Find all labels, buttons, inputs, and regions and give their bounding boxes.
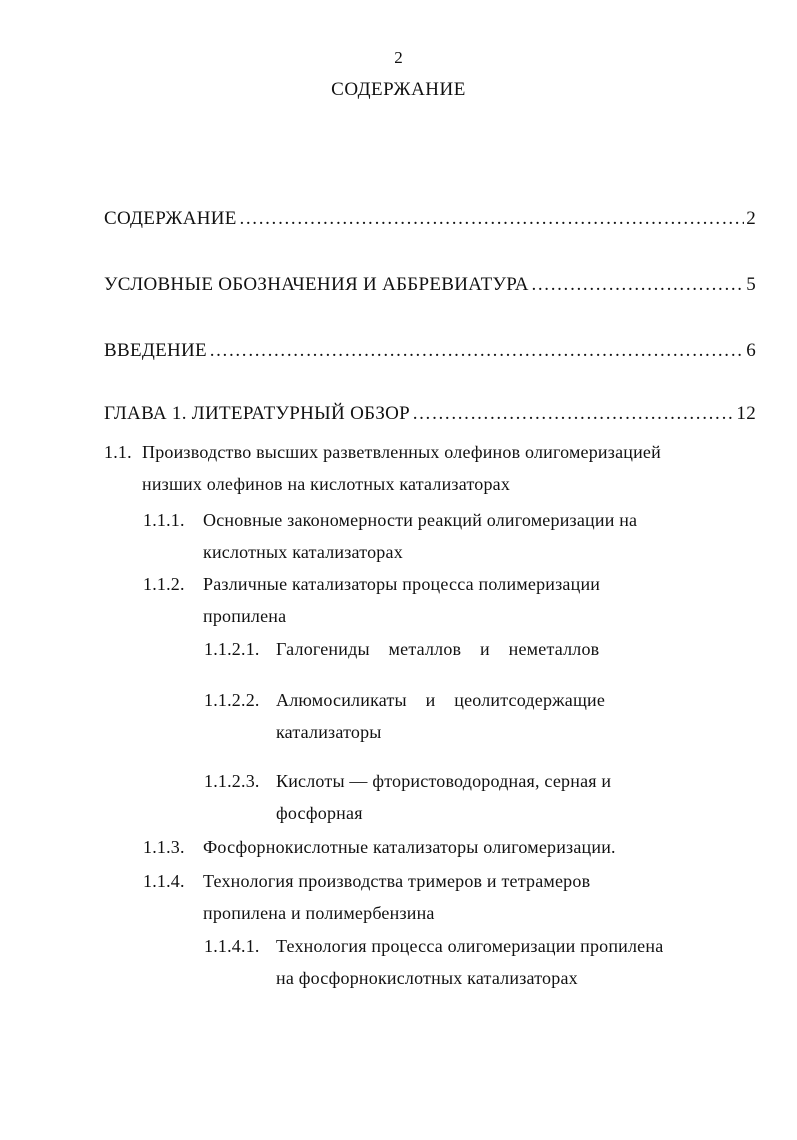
dot-leader (209, 340, 744, 362)
section-title-continued: пропилена и полимербензина (203, 903, 435, 923)
toc-entry-page: 12 (736, 403, 756, 424)
toc-entry-contents[interactable] (104, 208, 756, 230)
toc-entry-label: УСЛОВНЫЕ ОБОЗНАЧЕНИЯ И АББРЕВИАТУРА (104, 274, 529, 295)
toc-entry-page: 2 (746, 208, 756, 229)
toc-entry-label: СОДЕРЖАНИЕ (104, 208, 237, 229)
section-number: 1.1.4.1. (204, 936, 260, 956)
section-number: 1.1.3. (143, 837, 185, 857)
toc-subentry-1-1-4-1[interactable] (204, 930, 663, 994)
dot-leader (412, 403, 734, 425)
toc-entry-introduction[interactable] (104, 340, 756, 362)
section-number: 1.1.1. (143, 510, 185, 530)
section-number: 1.1. (104, 442, 132, 462)
toc-subentry-1-1-3[interactable] (143, 831, 616, 863)
toc-entry-label: ВВЕДЕНИЕ (104, 340, 207, 361)
section-title: Алюмосиликаты и цеолитсодержащие (276, 690, 606, 710)
section-title-continued: на фосфорнокислотных катализаторах (276, 968, 578, 988)
page-title: СОДЕРЖАНИЕ (331, 79, 466, 100)
section-title-continued: фосфорная (276, 803, 363, 823)
toc-entry-page: 5 (746, 274, 756, 295)
section-number: 1.1.2.3. (204, 771, 260, 791)
section-number: 1.1.4. (143, 871, 185, 891)
section-title-continued: катализаторы (276, 722, 382, 742)
toc-entry-label: ГЛАВА 1. ЛИТЕРАТУРНЫЙ ОБЗОР (104, 403, 411, 424)
section-title: Технология процесса олигомеризации пропилена (276, 936, 664, 956)
section-title: Галогениды металлов и неметаллов (276, 639, 600, 659)
page-number: 2 (394, 48, 403, 67)
toc-subentry-1-1-2-2[interactable] (204, 684, 605, 748)
section-number: 1.1.2.1. (204, 639, 260, 659)
section-number: 1.1.2.2. (204, 690, 260, 710)
toc-subentry-1-1-1[interactable] (143, 504, 637, 568)
section-title: Технология производства тримеров и тетрамеров (203, 871, 591, 891)
toc-subentry-1-1-2-1[interactable] (204, 633, 599, 665)
toc-subentry-1-1[interactable] (104, 436, 661, 500)
section-title-continued: пропилена (203, 606, 287, 626)
section-title-continued: низших олефинов на кислотных катализаторах (142, 474, 511, 494)
toc-entry-page: 6 (746, 340, 756, 361)
dot-leader (239, 208, 744, 230)
section-title: Основные закономерности реакций олигомеризации на (203, 510, 638, 530)
section-title-continued: кислотных катализаторах (203, 542, 403, 562)
section-title: Производство высших разветвленных олефинов олигомеризацией (142, 442, 661, 462)
toc-entry-abbreviations[interactable] (104, 274, 756, 296)
section-title: Различные катализаторы процесса полимеризации (203, 574, 601, 594)
toc-entry-chapter-1[interactable] (104, 403, 756, 425)
toc-subentry-1-1-2[interactable] (143, 568, 600, 632)
section-title: Кислоты — фтористоводородная, серная и (276, 771, 612, 791)
dot-leader (531, 274, 744, 296)
toc-subentry-1-1-2-3[interactable] (204, 765, 611, 829)
section-title: Фосфорнокислотные катализаторы олигомеризации. (203, 837, 616, 857)
toc-subentry-1-1-4[interactable] (143, 865, 590, 929)
section-number: 1.1.2. (143, 574, 185, 594)
